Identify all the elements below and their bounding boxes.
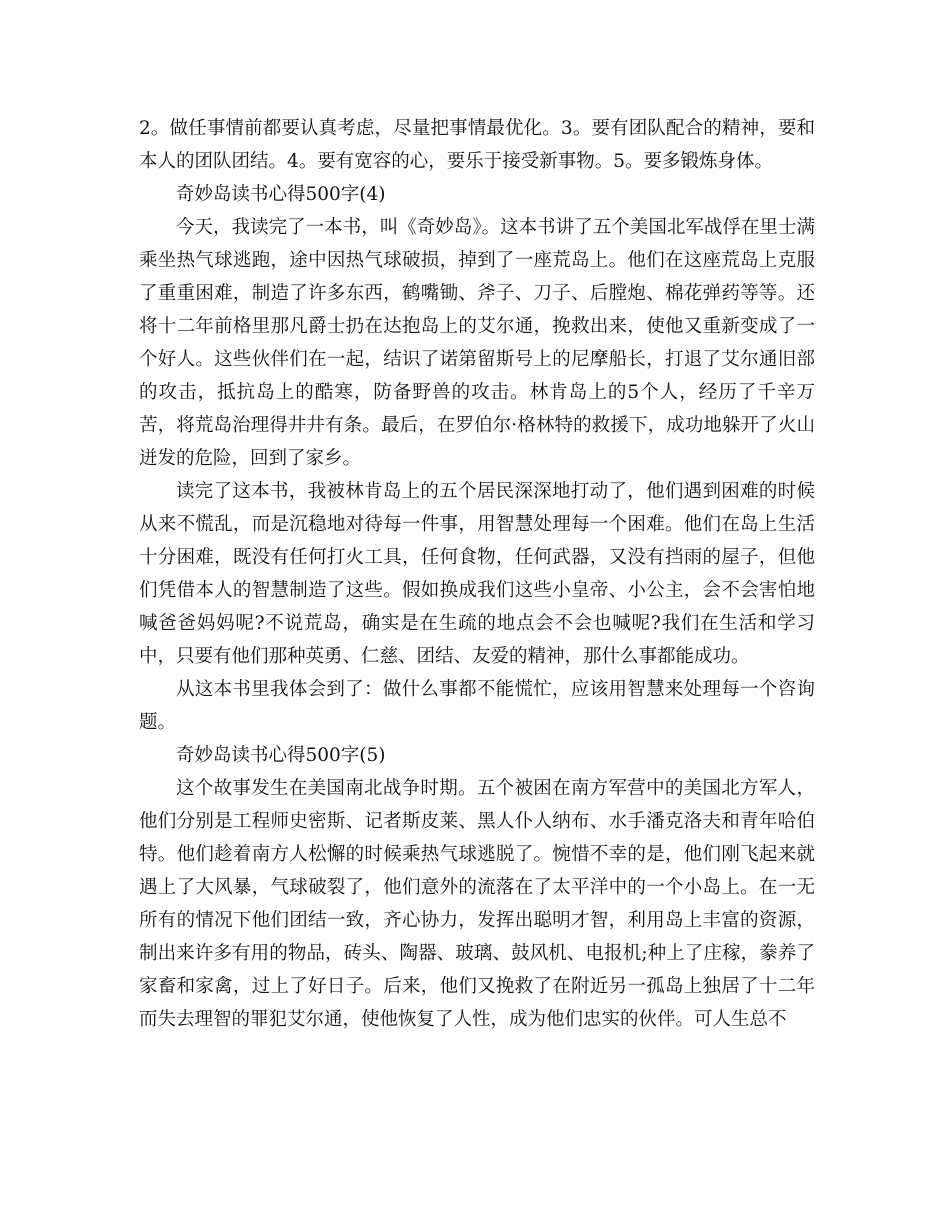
paragraph: 这个故事发生在美国南北战争时期。五个被困在南方军营中的美国北方军人，他们分别是工程师史密斯、记者斯皮莱、黑人仆人纳布、水手潘克洛夫和青年哈伯特。他们趁着南方人松懈的时候乘热气球逃脱了。惋惜不幸的是，他们刚飞起来就遇上了大风暴，气球破裂了，他们意外的流落在了太平洋中的一个小岛上。在一无所有的情况下他们团结一致，齐心协力，发挥出聪明才智，利用岛上丰富的资源，制出来许多有用的物品，砖头、陶器、玻璃、鼓风机、电报机;种上了庄稼，豢养了家畜和家禽，过上了好日子。后来，他们又挽救了在附近另一孤岛上独居了十二年而失去理智的罪犯艾尔通，使他恢复了人性，成为他们忠实的伙伴。可人生总不 (139, 778, 815, 1030)
paragraph-continued: 2。做任事情前都要认真考虑，尽量把事情最优化。3。要有团队配合的精神，要和本人的团队团结。4。要有宽容的心，要乐于接受新事物。5。要多锻炼身体。 (139, 118, 815, 172)
document-page (139, 112, 815, 1036)
paragraph: 读完了这本书，我被林肯岛上的五个居民深深地打动了，他们遇到困难的时候从来不慌乱，而是沉稳地对待每一件事，用智慧处理每一个困难。他们在岛上生活十分困难，既没有任何打火工具，任何食物，任何武器，又没有挡雨的屋子，但他们凭借本人的智慧制造了这些。假如换成我们这些小皇帝、小公主，会不会害怕地喊爸爸妈妈呢?不说荒岛，确实是在生疏的地点会不会也喊呢?我们在生活和学习中，只要有他们那种英勇、仁慈、团结、友爱的精神，那什么事都能成功。 (139, 481, 815, 667)
section-heading-4: 奇妙岛读书心得500字(4) (176, 184, 386, 205)
paragraph: 从这本书里我体会到了：做什么事都不能慌忙，应该用智慧来处理每一个咨询题。 (139, 679, 815, 733)
section-heading-5: 奇妙岛读书心得500字(5) (176, 745, 386, 766)
paragraph: 今天，我读完了一本书，叫《奇妙岛》。这本书讲了五个美国北军战俘在里士满乘坐热气球逃跑，途中因热气球破损，掉到了一座荒岛上。他们在这座荒岛上克服了重重困难，制造了许多东西，鹤嘴锄、斧子、刀子、后膛炮、棉花弹药等等。还将十二年前格里那凡爵士扔在达抱岛上的艾尔通，挽救出来，使他又重新变成了一个好人。这些伙伴们在一起，结识了诺第留斯号上的尼摩船长，打退了艾尔通旧部的攻击，抵抗岛上的酷寒，防备野兽的攻击。林肯岛上的5个人，经历了千辛万苦，将荒岛治理得井井有条。最后，在罗伯尔·格林特的救援下，成功地躲开了火山迸发的危险，回到了家乡。 (139, 217, 815, 469)
